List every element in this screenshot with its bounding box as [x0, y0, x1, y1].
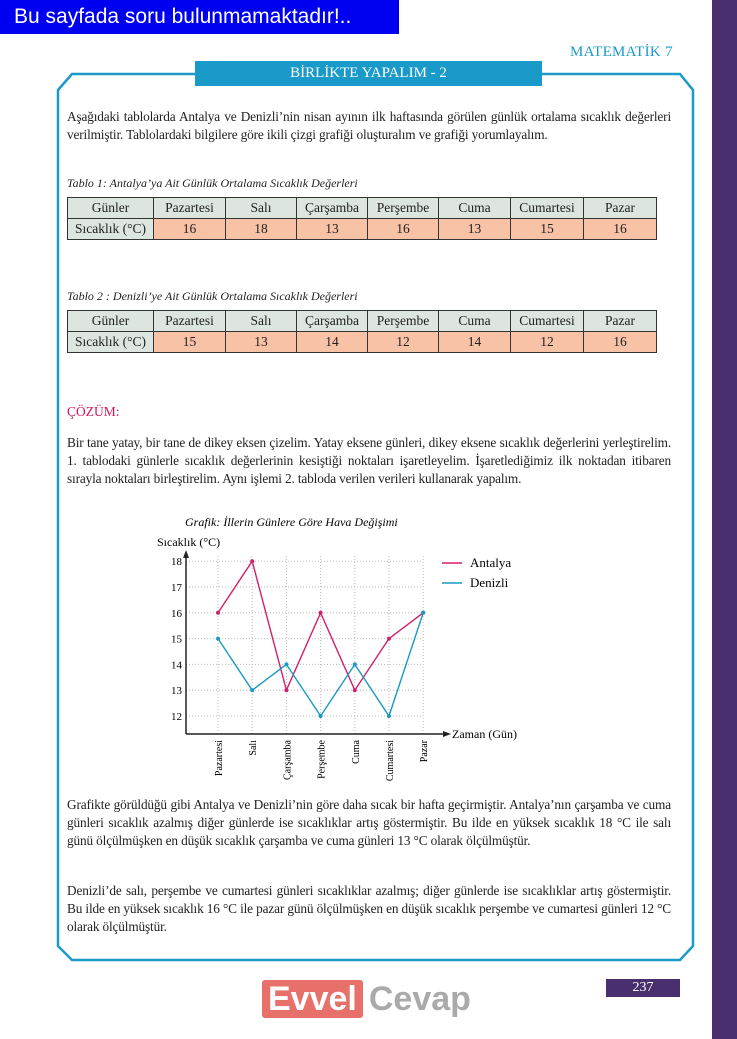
table-cell: 16	[584, 219, 657, 240]
table-cell: 16	[154, 219, 226, 240]
x-tick-label: Cuma	[350, 740, 362, 764]
table-row-label: Sıcaklık (°C)	[68, 332, 154, 353]
y-tick-label: 18	[171, 556, 182, 569]
data-point	[250, 688, 254, 692]
x-axis-label: Zaman (Gün)	[452, 727, 517, 741]
data-point	[387, 637, 391, 641]
page-number: 237	[606, 979, 680, 997]
data-point	[216, 637, 220, 641]
solution-text: Bir tane yatay, bir tane de dikey eksen çizelim. Yatay eksene günleri, dikey eksene sıcaklık değerlerini yerleştirelim. 1. tablodaki günlerle sıcaklık değerlerinin kesiştiği noktaları işaretleyelim. İşaretlediğimiz ilk noktadan itibaren sırayla noktaları birleştirelim. Aynı işlemi 2. tabloda verilen verileri kullanarak yapalım.	[67, 435, 671, 486]
table-cell: 13	[226, 332, 297, 353]
table-row-label: Günler	[68, 311, 154, 332]
table-cell: 14	[297, 332, 368, 353]
table-cell: Pazartesi	[154, 311, 226, 332]
data-point	[319, 611, 323, 615]
data-point	[421, 611, 425, 615]
table-cell: Salı	[226, 311, 297, 332]
comment-denizli: Denizli’de salı, perşembe ve cumartesi günleri sıcaklıklar azalmış; diğer günlerde ise sıcaklıklar artış göstermiştir. Bu ilde en yüksek sıcaklık 16 °C ile pazar günü ölçülmüşken en düşük sıcaklık perşembe ve cumartesi günleri 12 °C olarak ölçülmüştür.	[67, 883, 671, 934]
y-tick-label: 12	[171, 711, 182, 723]
x-tick-label: Perşembe	[316, 740, 328, 779]
table-cell: Cumartesi	[511, 198, 584, 219]
table-cell: 13	[439, 219, 511, 240]
table-cell: Çarşamba	[297, 198, 368, 219]
notice-banner: Bu sayfada soru bulunmamaktadır!..	[0, 0, 399, 34]
data-point	[353, 662, 357, 666]
activity-title: BİRLİKTE YAPALIM - 2	[195, 61, 542, 86]
data-point	[250, 559, 254, 563]
data-point	[387, 714, 391, 718]
x-tick-label: Çarşamba	[282, 740, 294, 780]
table-cell: Cumartesi	[511, 311, 584, 332]
table-cell: Perşembe	[368, 311, 439, 332]
table-cell: 14	[439, 332, 511, 353]
table1-caption: Tablo 1: Antalya’ya Ait Günlük Ortalama Sıcaklık Değerleri	[67, 176, 358, 190]
intro-text: Aşağıdaki tablolarda Antalya ve Denizli’nin nisan ayının ilk haftasında görülen günlük ortalama sıcaklık değerleri verilmiştir. Tablolardaki bilgilere göre ikili çizgi grafiği oluşturalım ve grafiği yorumlayalım.	[67, 109, 671, 142]
table-row-label: Sıcaklık (°C)	[68, 219, 154, 240]
y-tick-label: 17	[171, 582, 182, 594]
table-cell: 18	[226, 219, 297, 240]
table-row-label: Günler	[68, 198, 154, 219]
y-axis-label: Sıcaklık (°C)	[157, 535, 221, 549]
table-cell: 16	[368, 219, 439, 240]
evvelcevap-logo: Evvel Cevap	[262, 980, 471, 1019]
y-tick-label: 15	[171, 633, 182, 646]
x-tick-label: Pazartesi	[214, 740, 225, 777]
chart-title: Grafik: İllerin Günlere Göre Hava Değişimi	[185, 515, 398, 529]
x-axis-arrow	[443, 731, 451, 737]
table-cell: 13	[297, 219, 368, 240]
y-tick-label: 13	[171, 685, 182, 698]
data-point	[216, 611, 220, 615]
table-cell: 12	[368, 332, 439, 353]
table-cell: 15	[511, 219, 584, 240]
table-cell: Cuma	[439, 311, 511, 332]
table-cell: Pazartesi	[154, 198, 226, 219]
table-cell: Pazar	[584, 311, 657, 332]
table-cell: 12	[511, 332, 584, 353]
data-point	[284, 662, 288, 666]
comment-antalya: Grafikte görüldüğü gibi Antalya ve Denizli’nin göre daha sıcak bir hafta geçirmiştir. Antalya’nın çarşamba ve cuma günleri sıcaklık azalmış diğer günlerde ise sıcaklıklar artış göstermiştir. Bu ilde en yüksek sıcaklık 18 °C ile salı günü ölçülmüşken en düşük sıcaklık çarşamba ve cuma günleri 13 °C olarak ölçülmüştür.	[67, 797, 671, 848]
x-tick-label: Pazar	[419, 740, 431, 763]
y-tick-label: 16	[171, 607, 182, 620]
table-cell: Pazar	[584, 198, 657, 219]
x-tick-label: Salı	[248, 740, 260, 756]
table-cell: 16	[584, 332, 657, 353]
y-tick-label: 14	[171, 659, 182, 672]
data-point	[284, 688, 288, 692]
table-cell: Cuma	[439, 198, 511, 219]
x-tick-label: Cumartesi	[385, 740, 396, 782]
legend-label: Denizli	[470, 575, 509, 590]
data-point	[319, 714, 323, 718]
table-cell: 15	[154, 332, 226, 353]
table-cell: Çarşamba	[297, 311, 368, 332]
table2-caption: Tablo 2 : Denizli’ye Ait Günlük Ortalama Sıcaklık Değerleri	[67, 289, 358, 303]
legend-label: Antalya	[470, 555, 512, 570]
subject-header: MATEMATİK 7	[570, 44, 673, 60]
table-cell: Perşembe	[368, 198, 439, 219]
table-cell: Salı	[226, 198, 297, 219]
data-point	[353, 688, 357, 692]
solution-label: ÇÖZÜM:	[67, 404, 120, 419]
y-axis-arrow	[183, 550, 189, 558]
